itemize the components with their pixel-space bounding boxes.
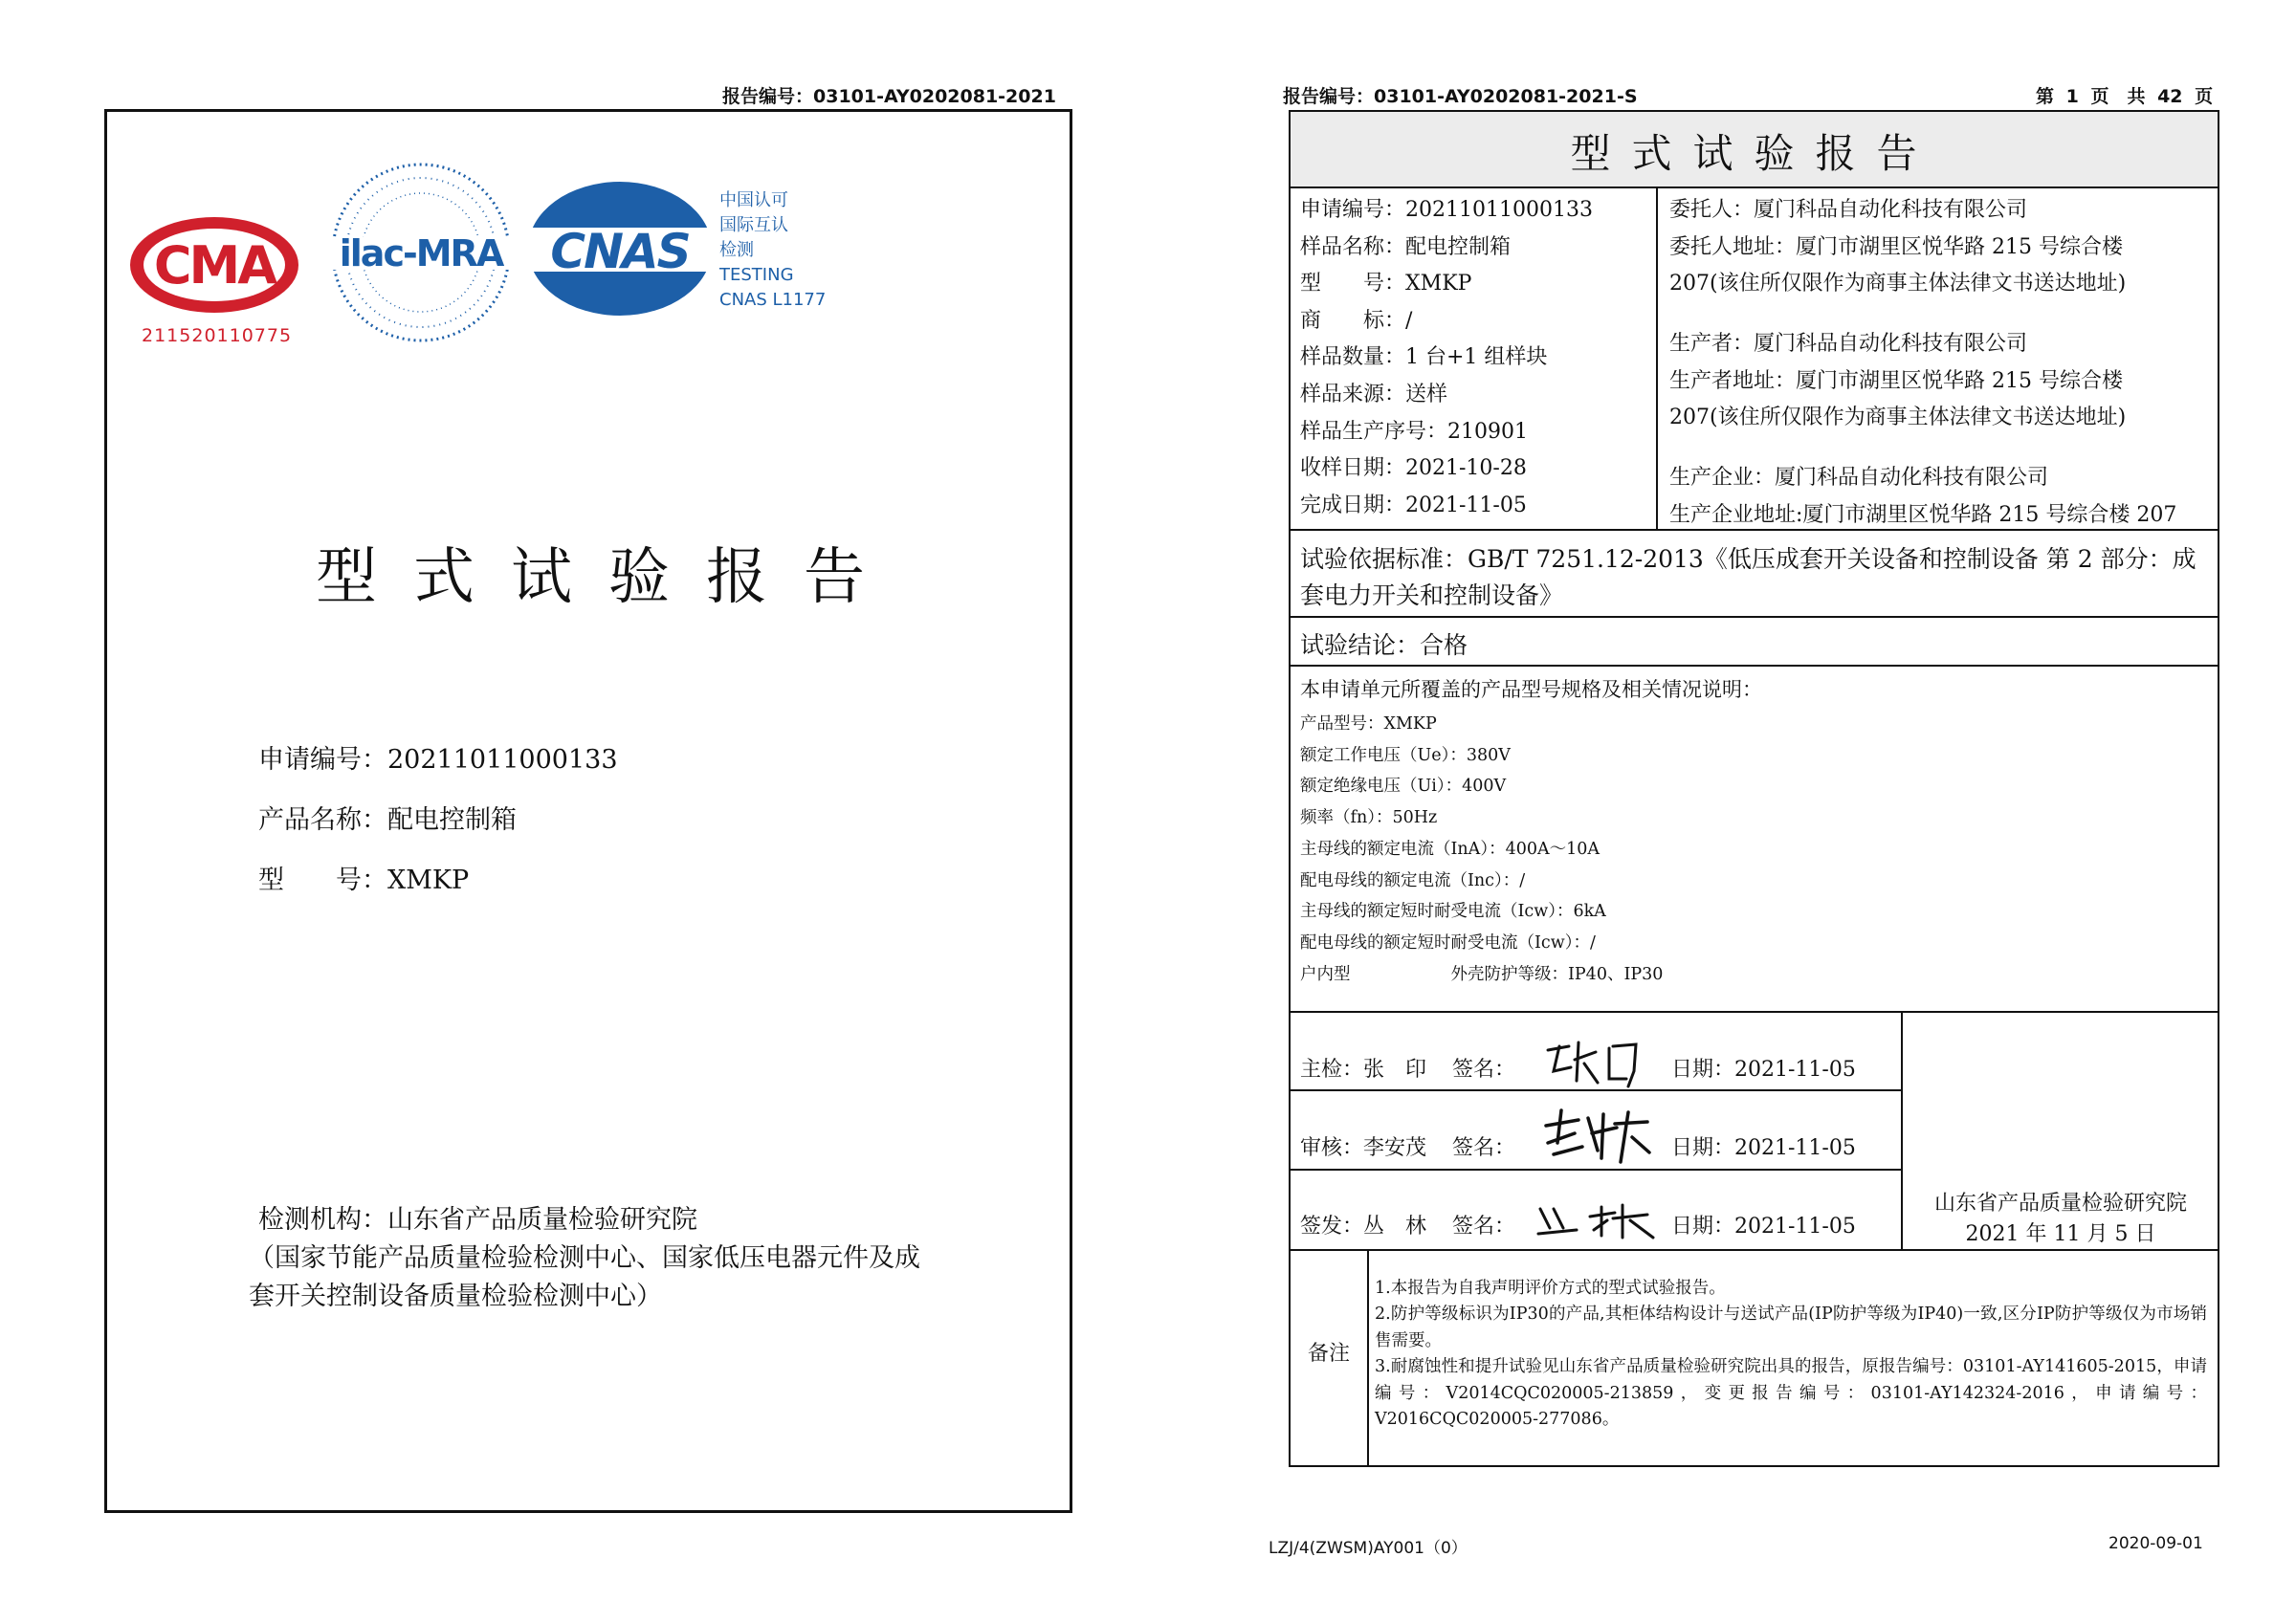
sign-label: 签名：	[1452, 1058, 1516, 1082]
reviewer-signature	[1540, 1105, 1655, 1170]
reviewer-role: 审核：李安茂	[1300, 1136, 1427, 1160]
cover-model: 型 号：XMKP	[258, 866, 470, 895]
cover-title: 型式试验报告	[316, 542, 901, 613]
cnas-side-text	[719, 188, 826, 313]
report-title: 型式试验报告	[1570, 130, 1938, 177]
cnas-side-line: CNAS L1177	[719, 290, 827, 310]
table-rule	[1367, 1249, 1369, 1467]
spec-line: 配电母线的额定电流（Inc）：/	[1300, 870, 1526, 890]
spec-line: 频率（fn）：50Hz	[1300, 808, 1438, 828]
test-conclusion: 试验结论：合格	[1300, 631, 1468, 659]
info-enterprise: 生产企业：厦门科品自动化科技有限公司	[1669, 466, 2049, 490]
info-sample-quantity: 样品数量：1 台+1 组样块	[1300, 345, 1548, 370]
info-serial-number: 样品生产序号：210901	[1300, 419, 1528, 444]
info-completed-date: 完成日期：2021-11-05	[1300, 493, 1527, 517]
info-client-address: 207(该住所仅限作为商事主体法律文书送达地址)	[1669, 272, 2127, 296]
svg-text:ilac-MRA: ilac-MRA	[339, 232, 503, 274]
svg-text:CMA: CMA	[153, 235, 276, 296]
sample-info	[1300, 192, 1593, 524]
reviewer-date: 日期：2021-11-05	[1671, 1136, 1856, 1160]
sign-label: 签名：	[1452, 1215, 1516, 1239]
spec-heading: 本申请单元所覆盖的产品型号规格及相关情况说明：	[1300, 678, 1762, 701]
cnas-logo-icon	[524, 178, 716, 319]
issuer-name: 山东省产品质量检验研究院	[1933, 1192, 2187, 1216]
info-producer: 生产者：厦门科品自动化科技有限公司	[1669, 332, 2028, 356]
spec-list	[1300, 709, 1663, 990]
issuing-institute	[1904, 1189, 2218, 1250]
cover-product-name: 产品名称：配电控制箱	[258, 805, 517, 835]
cover-testing-org-sub: （国家节能产品质量检验检测中心、国家低压电器元件及成套开关控制设备质量检验检测中心）	[249, 1243, 920, 1311]
cnas-side-line: 国际互认	[719, 215, 788, 235]
info-client-address: 委托人地址：厦门市湖里区悦华路 215 号综合楼	[1669, 234, 2123, 259]
info-sample-name: 样品名称：配电控制箱	[1300, 234, 1512, 259]
cover-application-number: 申请编号：20211011000133	[258, 745, 618, 775]
note-item: 1.本报告为自我声明评价方式的型式试验报告。	[1375, 1279, 1726, 1298]
info-application-number: 申请编号：20211011000133	[1300, 198, 1593, 222]
spec-line: 额定工作电压（Ue）：380V	[1300, 745, 1511, 765]
info-client: 委托人：厦门科品自动化科技有限公司	[1669, 198, 2028, 222]
spec-line: 额定绝缘电压（Ui）：400V	[1300, 777, 1507, 797]
spec-line: 产品型号：XMKP	[1300, 714, 1437, 734]
test-basis: 试验依据标准：GB/T 7251.12-2013《低压成套开关设备和控制设备 第 2 部分：成套电力开关和控制设备》	[1300, 545, 2197, 609]
svg-text:CNAS: CNAS	[550, 224, 690, 279]
note-item: 3.耐腐蚀性和提升试验见山东省产品质量检验研究院出具的报告，原报告编号：03101-AY141605-2015，申请编号：V2014CQC020005-213859，变更报告编号：03101-AY142324-2016，申请编号：V2016CQC020005-277086。	[1375, 1357, 2207, 1430]
table-rule	[1289, 1011, 2219, 1013]
inspector-date: 日期：2021-11-05	[1671, 1058, 1856, 1082]
sign-label: 签名：	[1452, 1136, 1516, 1160]
client-info	[1669, 192, 2126, 303]
approver-row	[1300, 1210, 1515, 1239]
notes-label: 备注	[1307, 1342, 1350, 1366]
spec-line: 主母线的额定短时耐受电流（Icw）：6kA	[1300, 902, 1606, 922]
info-producer-address: 207(该住所仅限作为商事主体法律文书送达地址)	[1669, 406, 2127, 430]
inspector-role: 主检：张 印	[1300, 1058, 1427, 1082]
enterprise-info	[1669, 460, 2176, 534]
cnas-side-line: TESTING	[719, 265, 794, 285]
cover-testing-org: 检测机构：山东省产品质量检验研究院	[258, 1205, 697, 1235]
spec-line: 户内型 外壳防护等级：IP40、IP30	[1300, 964, 1664, 984]
producer-info	[1669, 326, 2126, 437]
spec-line: 配电母线的额定短时耐受电流（Icw）：/	[1300, 932, 1596, 953]
inspector-signature	[1540, 1033, 1655, 1090]
reviewer-row	[1300, 1131, 1515, 1161]
note-item: 2.防护等级标识为IP30的产品,其柜体结构设计与送试产品(IP防护等级为IP40)一致,区分IP防护等级仅为市场销售需要。	[1375, 1305, 2207, 1350]
info-sample-source: 样品来源：送样	[1300, 382, 1448, 406]
approver-date: 日期：2021-11-05	[1671, 1215, 1856, 1239]
cma-logo-icon	[126, 212, 302, 318]
approver-signature	[1534, 1195, 1659, 1241]
table-rule	[1656, 186, 1658, 529]
approver-role: 签发：丛 林	[1300, 1215, 1427, 1239]
info-trademark: 商 标：/	[1300, 308, 1413, 333]
ilac-mra-logo-icon	[325, 157, 517, 348]
inspector-row	[1300, 1053, 1515, 1083]
form-code: LZJ/4(ZWSM)AY001（0）	[1269, 1539, 1468, 1558]
cnas-side-line: 中国认可	[719, 190, 788, 210]
issuer-date: 2021 年 11 月 5 日	[1965, 1222, 2156, 1246]
table-rule	[1901, 1011, 1903, 1249]
cma-number: 211520110775	[142, 325, 293, 346]
notes	[1375, 1276, 2207, 1433]
table-rule	[1289, 665, 2219, 667]
form-date: 2020-09-01	[2108, 1534, 2203, 1553]
cnas-side-line: 检测	[719, 240, 754, 260]
report-number: 报告编号：03101-AY0202081-2021-S	[1283, 86, 1638, 107]
cover-report-number: 报告编号：03101-AY0202081-2021	[722, 86, 1056, 107]
info-received-date: 收样日期：2021-10-28	[1300, 456, 1527, 481]
table-rule	[1289, 186, 2219, 188]
table-rule	[1289, 616, 2219, 618]
info-producer-address: 生产者地址：厦门市湖里区悦华路 215 号综合楼	[1669, 368, 2123, 393]
info-model: 型 号：XMKP	[1300, 272, 1472, 296]
page-indicator: 第 1 页 共 42 页	[2036, 86, 2214, 107]
spec-line: 主母线的额定电流（InA）：400A～10A	[1300, 839, 1601, 859]
info-enterprise-address: 生产企业地址:厦门市湖里区悦华路 215 号综合楼 207	[1669, 502, 2177, 527]
